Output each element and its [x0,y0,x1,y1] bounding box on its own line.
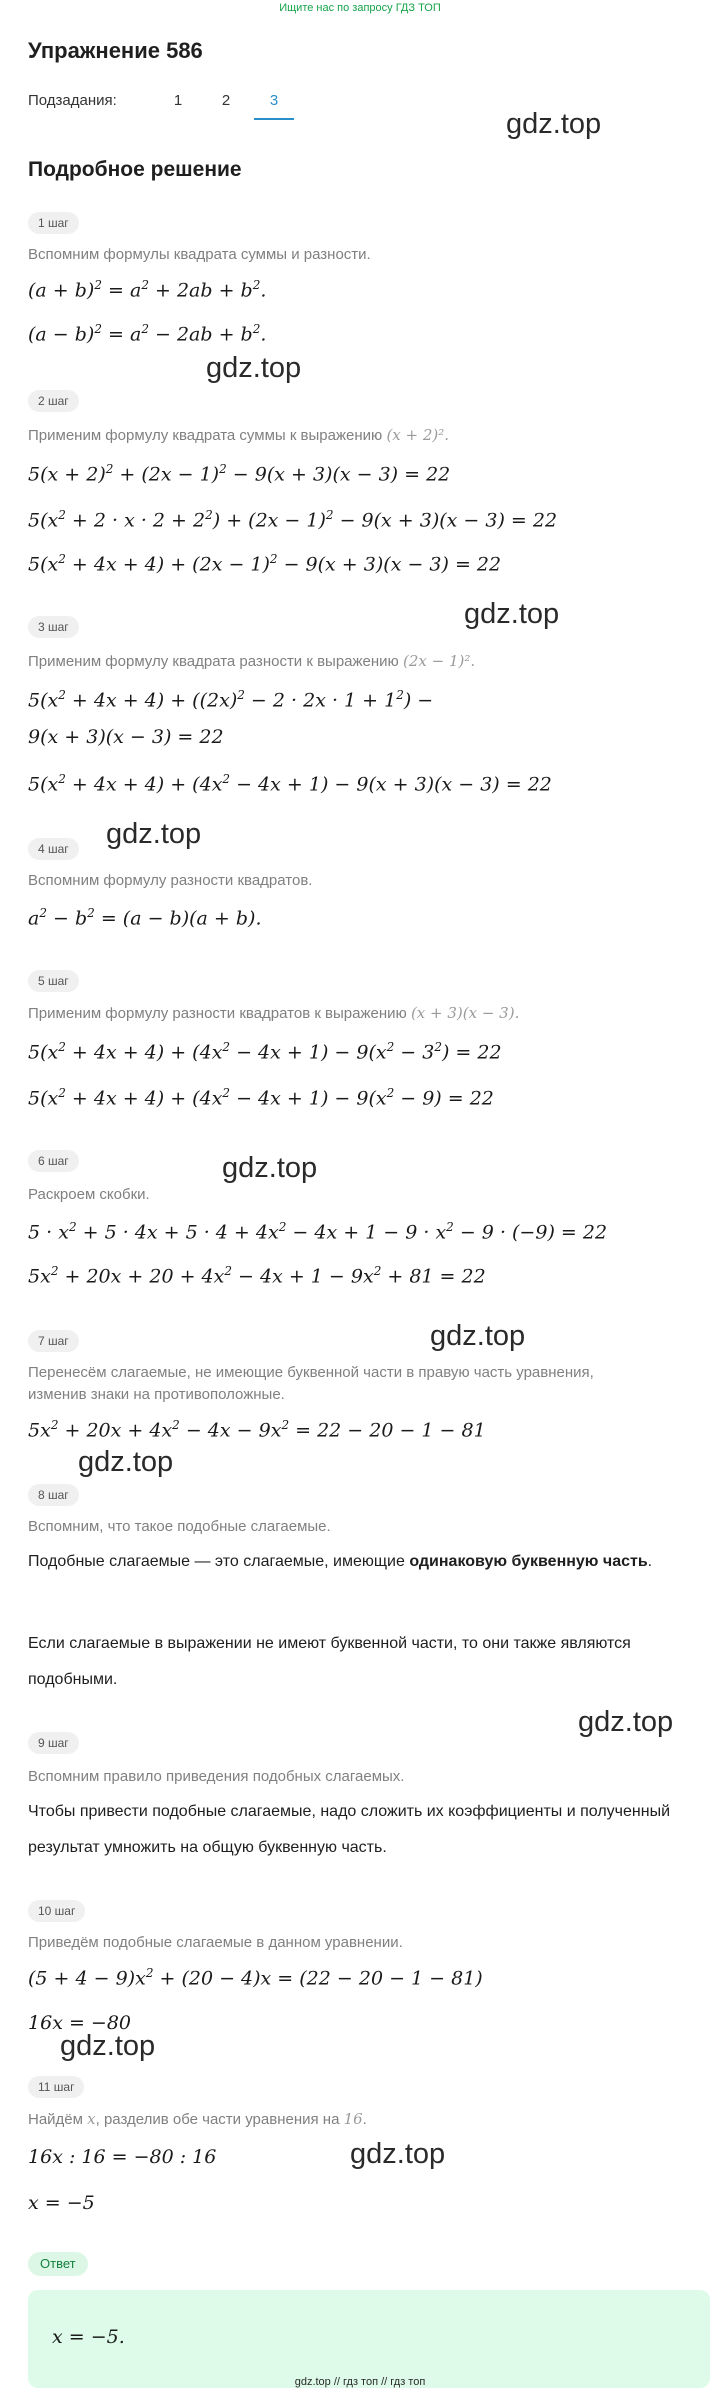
watermark: gdz.top [206,352,302,384]
equation-line: $5(x^2 + 4x + 4) + (4x^2 - 4x + 1) - 9(x^2 - 9) = 22$ [28,1086,494,1110]
step-description: Найдём x, разделив обе части уравнения на 16. [28,2110,367,2128]
answer-badge: Ответ [28,2252,88,2276]
step-description: Вспомним, что такое подобные слагаемые. [28,1518,331,1535]
step-description: Вспомним формулы квадрата суммы и разности. [28,246,371,263]
equation-line: $5(x^2 + 4x + 4) + ((2x)^2 - 2 \cdot 2x \cdot 1 + 1^2)$ − [28,688,434,712]
section-title: Подробное решение [28,158,242,181]
watermark: gdz.top [78,1446,174,1478]
equation-line: $5(x^2 + 2 \cdot x \cdot 2 + 2^2) + (2x - 1)^2 - 9(x + 3)(x - 3) = 22$ [28,508,558,532]
step-badge: 8 шаг [28,1484,79,1506]
equation-line: $5x^2 + 20x + 4x^2 - 4x - 9x^2 = 22 - 20 - 1 - 81$ [28,1418,486,1442]
step-description: Приведём подобные слагаемые в данном уравнении. [28,1934,403,1951]
step-badge: 7 шаг [28,1330,79,1352]
step-badge: 6 шаг [28,1150,79,1172]
subtask-tab-3[interactable]: 3 [269,92,279,109]
equation-line: 16x = −80 [28,2012,132,2034]
step-badge: 4 шаг [28,838,79,860]
answer-box [28,2290,710,2388]
equation-line: x = −5 [28,2192,95,2214]
formula-diff-squares: $a^2 - b^2 = (a - b)(a + b)$. [28,906,262,930]
rule-paragraph: Чтобы привести подобные слагаемые, надо сложить их коэффициенты и полученный результат умножить на общую буквенную часть. [28,1803,671,1856]
step-description: Перенесём слагаемые, не имеющие буквенной части в правую часть уравнения, [28,1364,594,1381]
step-badge: 3 шаг [28,616,79,638]
step-badge: 2 шаг [28,390,79,412]
equation-line: $5(x^2 + 4x + 4) + (2x - 1)^2 - 9(x + 3)(x - 3) = 22$ [28,552,502,576]
step-description: Раскроем скобки. [28,1186,150,1203]
step-badge: 5 шаг [28,970,79,992]
formula-square-diff: $(a - b)^2 = a^2 - 2ab + b^2$. [28,322,267,346]
top-ad-banner[interactable]: Ищите нас по запросу ГДЗ ТОП [279,2,441,14]
step-badge: 9 шаг [28,1732,79,1754]
equation-line: $5(x^2 + 4x + 4) + (4x^2 - 4x + 1) - 9(x^2 - 3^2) = 22$ [28,1040,502,1064]
step-badge: 1 шаг [28,212,79,234]
watermark: gdz.top [430,1320,526,1352]
footer-links[interactable]: gdz.top // гдз топ // гдз топ [294,2376,426,2388]
watermark: gdz.top [60,2030,156,2062]
step-description: Вспомним правило приведения подобных слагаемых. [28,1768,405,1785]
equation-line: $5x^2 + 20x + 20 + 4x^2 - 4x + 1 - 9x^2 + 81 = 22$ [28,1264,486,1288]
definition-paragraph: Подобные слагаемые — это слагаемые, имеющие одинаковую буквенную часть. [28,1553,653,1570]
subtask-tab-1[interactable]: 1 [173,92,183,109]
definition-paragraph: Если слагаемые в выражении не имеют буквенной части, то они также являются подобными. [28,1635,631,1688]
page-title: Упражнение 586 [28,38,203,63]
watermark: gdz.top [578,1706,674,1738]
step-description: Применим формулу разности квадратов к выражению (x + 3)(x − 3). [28,1004,520,1022]
step-badge: 10 шаг [28,1900,85,1922]
answer-value: x = −5. [52,2326,125,2348]
equation-line: $5(x^2 + 4x + 4) + (4x^2 - 4x + 1) - 9(x + 3)(x - 3) = 22$ [28,772,552,796]
active-tab-underline [254,118,294,120]
watermark: gdz.top [106,818,202,850]
formula-square-sum: $(a + b)^2 = a^2 + 2ab + b^2$. [28,278,267,302]
subtasks-label: Подзадания: [28,92,117,109]
watermark: gdz.top [222,1152,318,1184]
equation-line: $(5 + 4 - 9)x^2 + (20 - 4)x = (22 - 20 - 1 - 81)$ [28,1966,483,1990]
subtask-tab-2[interactable]: 2 [221,92,231,109]
watermark: gdz.top [350,2138,446,2170]
step-description: Применим формулу квадрата суммы к выражению (x + 2)². [28,426,450,444]
watermark: gdz.top [464,598,560,630]
equation-line: $5(x + 2)^2 + (2x - 1)^2 - 9(x + 3)(x - 3) = 22$ [28,462,451,486]
step-description: Применим формулу квадрата разности к выражению (2x − 1)². [28,652,476,670]
step-badge: 11 шаг [28,2076,84,2098]
equation-line: 16x : 16 = −80 : 16 [28,2146,217,2168]
watermark: gdz.top [506,108,602,140]
equation-line: 9(x + 3)(x − 3) = 22 [28,726,224,748]
step-description: изменив знаки на противоположные. [28,1386,285,1403]
step-description: Вспомним формулу разности квадратов. [28,872,313,889]
equation-line: $5 \cdot x^2 + 5 \cdot 4x + 5 \cdot 4 + 4x^2 - 4x + 1 - 9 \cdot x^2 - 9 \cdot (-9) = 22$ [28,1220,608,1244]
